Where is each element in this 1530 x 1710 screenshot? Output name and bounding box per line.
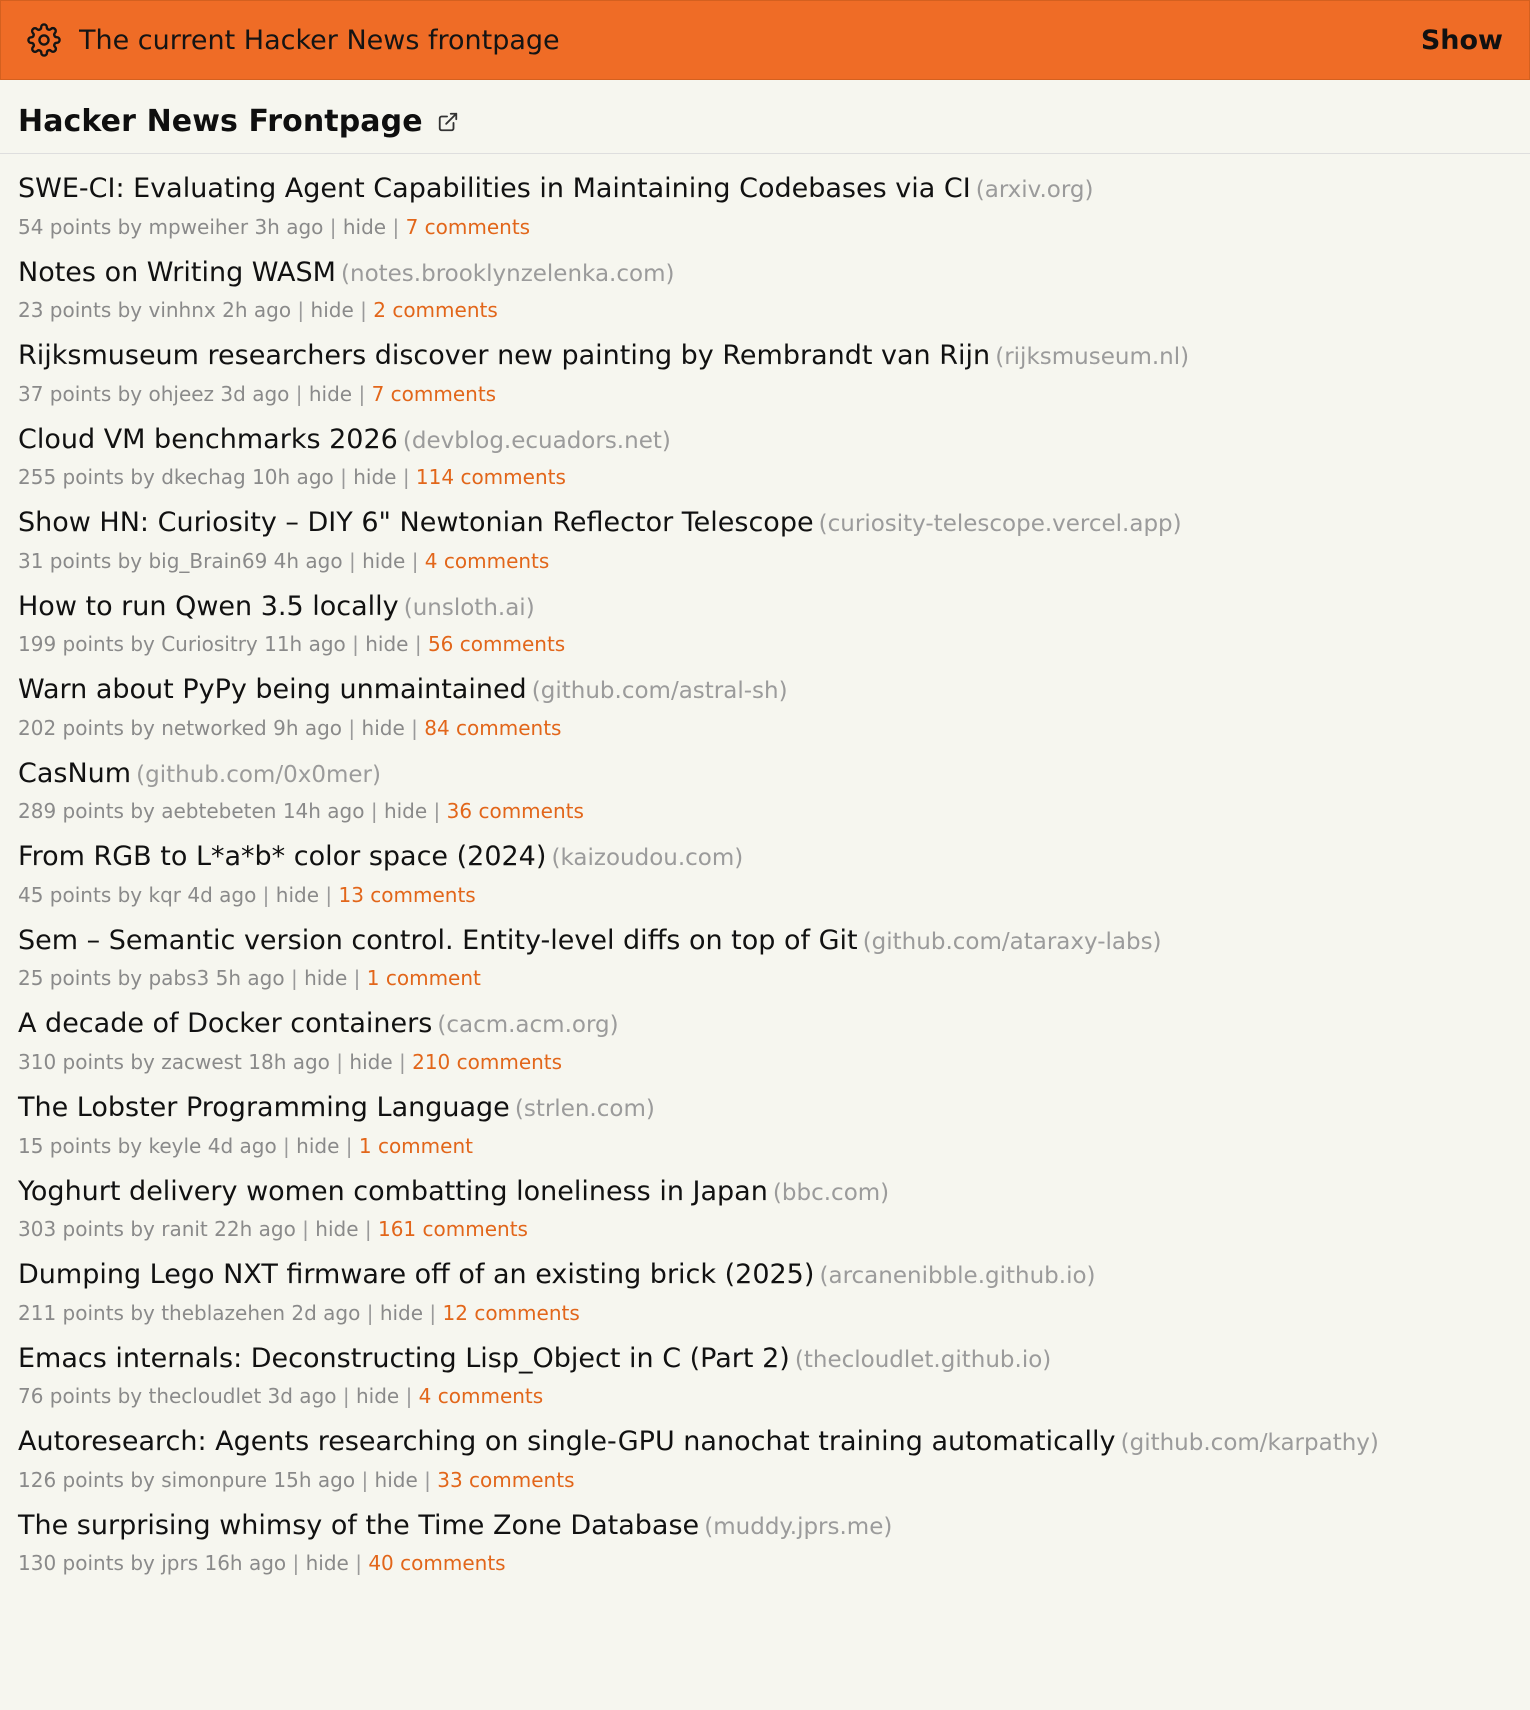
story-age[interactable]: 9h ago: [273, 715, 343, 740]
app-header: [0, 0, 1530, 80]
story-points: 31 points: [18, 548, 112, 573]
story-author[interactable]: by pabs3: [117, 966, 210, 991]
story-domain: (kaizoudou.com): [551, 845, 744, 872]
story-domain: (rijksmuseum.nl): [995, 344, 1190, 371]
comments-link[interactable]: 1 comment: [366, 966, 481, 991]
hide-link[interactable]: hide: [353, 465, 397, 490]
story-points: 199 points: [18, 632, 124, 657]
story-item: [18, 1503, 1512, 1587]
story-domain: (github.com/astral-sh): [531, 678, 788, 705]
story-age[interactable]: 3d ago: [267, 1384, 337, 1409]
story-meta: [18, 1383, 1512, 1409]
story-author[interactable]: by vinhnx: [117, 298, 216, 323]
story-age[interactable]: 4h ago: [273, 548, 343, 573]
meta-separator: |: [297, 298, 305, 323]
story-points: 45 points: [18, 882, 112, 907]
story-domain: (github.com/ataraxy-labs): [862, 928, 1162, 955]
story-author[interactable]: by Curiositry: [130, 632, 258, 657]
story-title-link[interactable]: How to run Qwen 3.5 locally: [18, 590, 399, 622]
story-title-line: [18, 924, 1512, 959]
story-title-link[interactable]: Emacs internals: Deconstructing Lisp_Object in C (Part 2): [18, 1342, 790, 1374]
story-age[interactable]: 15h ago: [273, 1467, 356, 1492]
story-author[interactable]: by simonpure: [130, 1467, 268, 1492]
meta-separator: |: [411, 715, 418, 740]
story-domain: (unsloth.ai): [403, 594, 535, 621]
meta-separator: |: [361, 1467, 369, 1492]
story-age[interactable]: 10h ago: [252, 465, 334, 490]
comments-link[interactable]: 40 comments: [368, 1551, 506, 1576]
story-list: [0, 154, 1530, 1614]
meta-separator: |: [340, 465, 347, 490]
hide-link[interactable]: hide: [296, 1133, 340, 1158]
comments-link[interactable]: 12 comments: [442, 1300, 580, 1325]
story-item: [18, 1169, 1512, 1253]
meta-separator: |: [411, 548, 419, 573]
story-title-link[interactable]: A decade of Docker containers: [18, 1008, 433, 1040]
meta-separator: |: [353, 966, 361, 991]
story-points: 126 points: [18, 1467, 124, 1492]
story-item: [18, 1252, 1512, 1336]
comments-link[interactable]: 161 comments: [377, 1217, 528, 1242]
hide-link[interactable]: hide: [349, 1050, 393, 1075]
hide-link[interactable]: hide: [305, 1551, 349, 1576]
story-title-link[interactable]: From RGB to L*a*b* color space (2024): [18, 841, 547, 873]
story-meta: [18, 381, 1512, 407]
story-domain: (arcanenibble.github.io): [819, 1263, 1096, 1290]
meta-separator: |: [414, 632, 422, 657]
story-title-line: [18, 1175, 1512, 1210]
meta-separator: |: [429, 1300, 437, 1325]
story-age[interactable]: 14h ago: [282, 799, 365, 824]
story-points: 289 points: [18, 799, 124, 824]
meta-separator: |: [358, 381, 366, 406]
story-title-line: [18, 339, 1512, 374]
hide-link[interactable]: hide: [355, 1384, 400, 1409]
story-author[interactable]: by big_Brain69: [117, 548, 268, 573]
story-title-link[interactable]: Autoresearch: Agents researching on single-GPU nanochat training automatically: [18, 1426, 1116, 1458]
story-meta: [18, 1467, 1512, 1493]
story-title-line: [18, 757, 1512, 792]
hide-link[interactable]: hide: [365, 632, 409, 657]
story-author[interactable]: by theblazehen: [130, 1300, 286, 1325]
comments-link[interactable]: 114 comments: [415, 465, 566, 490]
comments-link[interactable]: 2 comments: [373, 298, 498, 323]
story-points: 211 points: [18, 1300, 124, 1325]
story-item: [18, 751, 1512, 835]
comments-link[interactable]: 7 comments: [405, 214, 531, 239]
story-author[interactable]: by thecloudlet: [117, 1384, 262, 1409]
meta-separator: |: [370, 799, 378, 824]
meta-separator: |: [302, 1217, 309, 1242]
story-domain: (curiosity-telescope.vercel.app): [818, 511, 1182, 538]
story-item: [18, 166, 1512, 250]
story-age[interactable]: 18h ago: [248, 1050, 330, 1075]
comments-link[interactable]: 1 comment: [358, 1133, 473, 1158]
story-points: 130 points: [18, 1551, 124, 1576]
story-title-line: [18, 1425, 1512, 1460]
comments-link[interactable]: 4 comments: [424, 548, 550, 573]
meta-separator: |: [398, 1050, 406, 1075]
story-author[interactable]: by mpweiher: [117, 214, 249, 239]
story-points: 15 points: [18, 1133, 112, 1158]
story-item: [18, 1419, 1512, 1503]
story-item: [18, 500, 1512, 584]
story-author[interactable]: by aebtebeten: [130, 799, 277, 824]
story-meta: [18, 631, 1512, 657]
story-title-link[interactable]: Yoghurt delivery women combatting loneliness in Japan: [18, 1175, 768, 1207]
story-domain: (bbc.com): [772, 1179, 890, 1206]
story-title-link[interactable]: Sem – Semantic version control. Entity-level diffs on top of Git: [18, 924, 858, 956]
story-age[interactable]: 2h ago: [222, 298, 292, 323]
story-author[interactable]: by kqr: [117, 882, 181, 907]
story-points: 76 points: [18, 1384, 112, 1409]
meta-separator: |: [364, 1217, 372, 1242]
story-title-link[interactable]: Cloud VM benchmarks 2026: [18, 423, 398, 455]
story-item: [18, 250, 1512, 334]
story-meta: [18, 464, 1512, 490]
hide-link[interactable]: hide: [315, 1217, 359, 1242]
page-heading-row: [0, 80, 1530, 154]
meta-separator: |: [402, 465, 410, 490]
story-meta: [18, 297, 1512, 323]
story-points: 25 points: [18, 966, 112, 991]
meta-separator: |: [433, 799, 441, 824]
story-author[interactable]: by dkechag: [130, 465, 246, 490]
story-age[interactable]: 5h ago: [215, 966, 285, 991]
meta-separator: |: [336, 1050, 344, 1075]
story-title-line: [18, 423, 1512, 458]
comments-link[interactable]: 210 comments: [412, 1050, 563, 1075]
story-meta: [18, 1049, 1512, 1075]
story-domain: (muddy.jprs.me): [704, 1513, 893, 1540]
meta-separator: |: [392, 214, 400, 239]
story-meta: [18, 1300, 1512, 1326]
story-age[interactable]: 3d ago: [220, 381, 290, 406]
hide-link[interactable]: hide: [308, 381, 353, 406]
comments-link[interactable]: 4 comments: [418, 1384, 544, 1409]
meta-separator: |: [345, 1133, 353, 1158]
story-age[interactable]: 4d ago: [207, 1133, 277, 1158]
story-title-line: [18, 840, 1512, 875]
story-author[interactable]: by ranit: [130, 1217, 208, 1242]
story-title-link[interactable]: The Lobster Programming Language: [18, 1092, 510, 1124]
story-title-line: [18, 1509, 1512, 1544]
meta-separator: |: [292, 1551, 300, 1576]
story-points: 303 points: [18, 1217, 124, 1242]
story-domain: (devblog.ecuadors.net): [402, 427, 671, 454]
meta-separator: |: [262, 882, 270, 907]
story-item: [18, 1085, 1512, 1169]
comments-link[interactable]: 56 comments: [427, 632, 566, 657]
story-points: 255 points: [18, 465, 124, 490]
page-title: Hacker News Frontpage: [18, 104, 423, 139]
story-title-line: [18, 1342, 1512, 1377]
story-title-link[interactable]: Notes on Writing WASM: [18, 256, 336, 288]
story-title-link[interactable]: SWE-CI: Evaluating Agent Capabilities in Maintaining Codebases via CI: [18, 173, 971, 204]
app-header-left: [27, 23, 1401, 57]
story-item: [18, 333, 1512, 417]
story-title-line: [18, 256, 1512, 291]
hide-link[interactable]: hide: [342, 214, 387, 239]
story-author[interactable]: by keyle: [117, 1133, 202, 1158]
story-points: 23 points: [18, 298, 112, 323]
story-title-link[interactable]: Warn about PyPy being unmaintained: [18, 674, 527, 706]
comments-link[interactable]: 84 comments: [424, 715, 562, 740]
hide-link[interactable]: hide: [379, 1300, 424, 1325]
meta-separator: |: [329, 214, 337, 239]
story-domain: (thecloudlet.github.io): [794, 1346, 1052, 1373]
hide-link[interactable]: hide: [362, 548, 406, 573]
meta-separator: |: [405, 1384, 413, 1409]
meta-separator: |: [360, 298, 367, 323]
story-meta: [18, 1550, 1512, 1576]
comments-link[interactable]: 36 comments: [446, 799, 584, 824]
meta-separator: |: [290, 966, 298, 991]
hide-link[interactable]: hide: [383, 799, 428, 824]
hide-link[interactable]: hide: [275, 882, 320, 907]
meta-separator: |: [283, 1133, 290, 1158]
story-item: [18, 918, 1512, 1002]
story-meta: [18, 1216, 1512, 1242]
hide-link[interactable]: hide: [304, 966, 348, 991]
meta-separator: |: [366, 1300, 374, 1325]
story-title-line: [18, 1007, 1512, 1042]
meta-separator: |: [348, 548, 356, 573]
story-title-line: [18, 1091, 1512, 1126]
app-title: The current Hacker News frontpage: [79, 24, 560, 56]
story-title-line: [18, 1258, 1512, 1293]
meta-separator: |: [295, 381, 303, 406]
story-points: 202 points: [18, 715, 124, 740]
story-item: [18, 834, 1512, 918]
story-meta: [18, 715, 1512, 741]
story-meta: [18, 965, 1512, 991]
story-age[interactable]: 2d ago: [291, 1300, 361, 1325]
story-points: 310 points: [18, 1050, 124, 1075]
external-link-icon[interactable]: [437, 111, 459, 133]
story-title-link[interactable]: Dumping Lego NXT firmware off of an existing brick (2025): [18, 1259, 815, 1291]
story-meta: [18, 214, 1512, 240]
story-age[interactable]: 4d ago: [187, 882, 257, 907]
story-domain: (arxiv.org): [975, 177, 1094, 203]
story-meta: [18, 798, 1512, 824]
comments-link[interactable]: 33 comments: [437, 1467, 575, 1492]
story-item: [18, 667, 1512, 751]
comments-link[interactable]: 13 comments: [338, 882, 476, 907]
story-item: [18, 584, 1512, 668]
story-domain: (strlen.com): [514, 1096, 655, 1123]
meta-separator: |: [342, 1384, 350, 1409]
story-meta: [18, 548, 1512, 574]
story-meta: [18, 882, 1512, 908]
story-author[interactable]: by jprs: [130, 1551, 199, 1576]
story-domain: (cacm.acm.org): [437, 1012, 619, 1039]
story-points: 37 points: [18, 381, 112, 406]
meta-separator: |: [325, 882, 333, 907]
hide-link[interactable]: hide: [374, 1467, 418, 1492]
story-title-line: [18, 506, 1512, 541]
story-title-line: [18, 172, 1512, 207]
story-title-line: [18, 590, 1512, 625]
story-title-link[interactable]: The surprising whimsy of the Time Zone Database: [18, 1509, 700, 1541]
story-points: 54 points: [18, 214, 112, 239]
story-meta: [18, 1133, 1512, 1159]
meta-separator: |: [424, 1467, 431, 1492]
story-item: [18, 417, 1512, 501]
meta-separator: |: [348, 715, 356, 740]
story-item: [18, 1336, 1512, 1420]
story-domain: (github.com/karpathy): [1120, 1430, 1379, 1457]
meta-separator: |: [352, 632, 359, 657]
story-age[interactable]: 11h ago: [264, 632, 346, 657]
story-title-link[interactable]: Rijksmuseum researchers discover new painting by Rembrandt van Rijn: [18, 340, 991, 372]
comments-link[interactable]: 7 comments: [371, 381, 497, 406]
hide-link[interactable]: hide: [310, 298, 354, 323]
story-age[interactable]: 3h ago: [254, 214, 324, 239]
story-title-link[interactable]: Show HN: Curiosity – DIY 6" Newtonian Reflector Telescope: [18, 507, 814, 539]
gear-icon[interactable]: [27, 23, 61, 57]
story-age[interactable]: 22h ago: [214, 1217, 296, 1242]
story-item: [18, 1001, 1512, 1085]
story-author[interactable]: by ohjeez: [117, 381, 215, 406]
story-age[interactable]: 16h ago: [204, 1551, 287, 1576]
story-title-line: [18, 673, 1512, 708]
story-domain: (github.com/0x0mer): [136, 761, 381, 788]
story-author[interactable]: by networked: [130, 715, 267, 740]
hide-link[interactable]: hide: [361, 715, 405, 740]
story-title-link[interactable]: CasNum: [18, 757, 132, 789]
show-button[interactable]: Show: [1420, 24, 1503, 56]
story-author[interactable]: by zacwest: [130, 1050, 242, 1075]
meta-separator: |: [355, 1551, 362, 1576]
story-domain: (notes.brooklynzelenka.com): [341, 260, 675, 287]
